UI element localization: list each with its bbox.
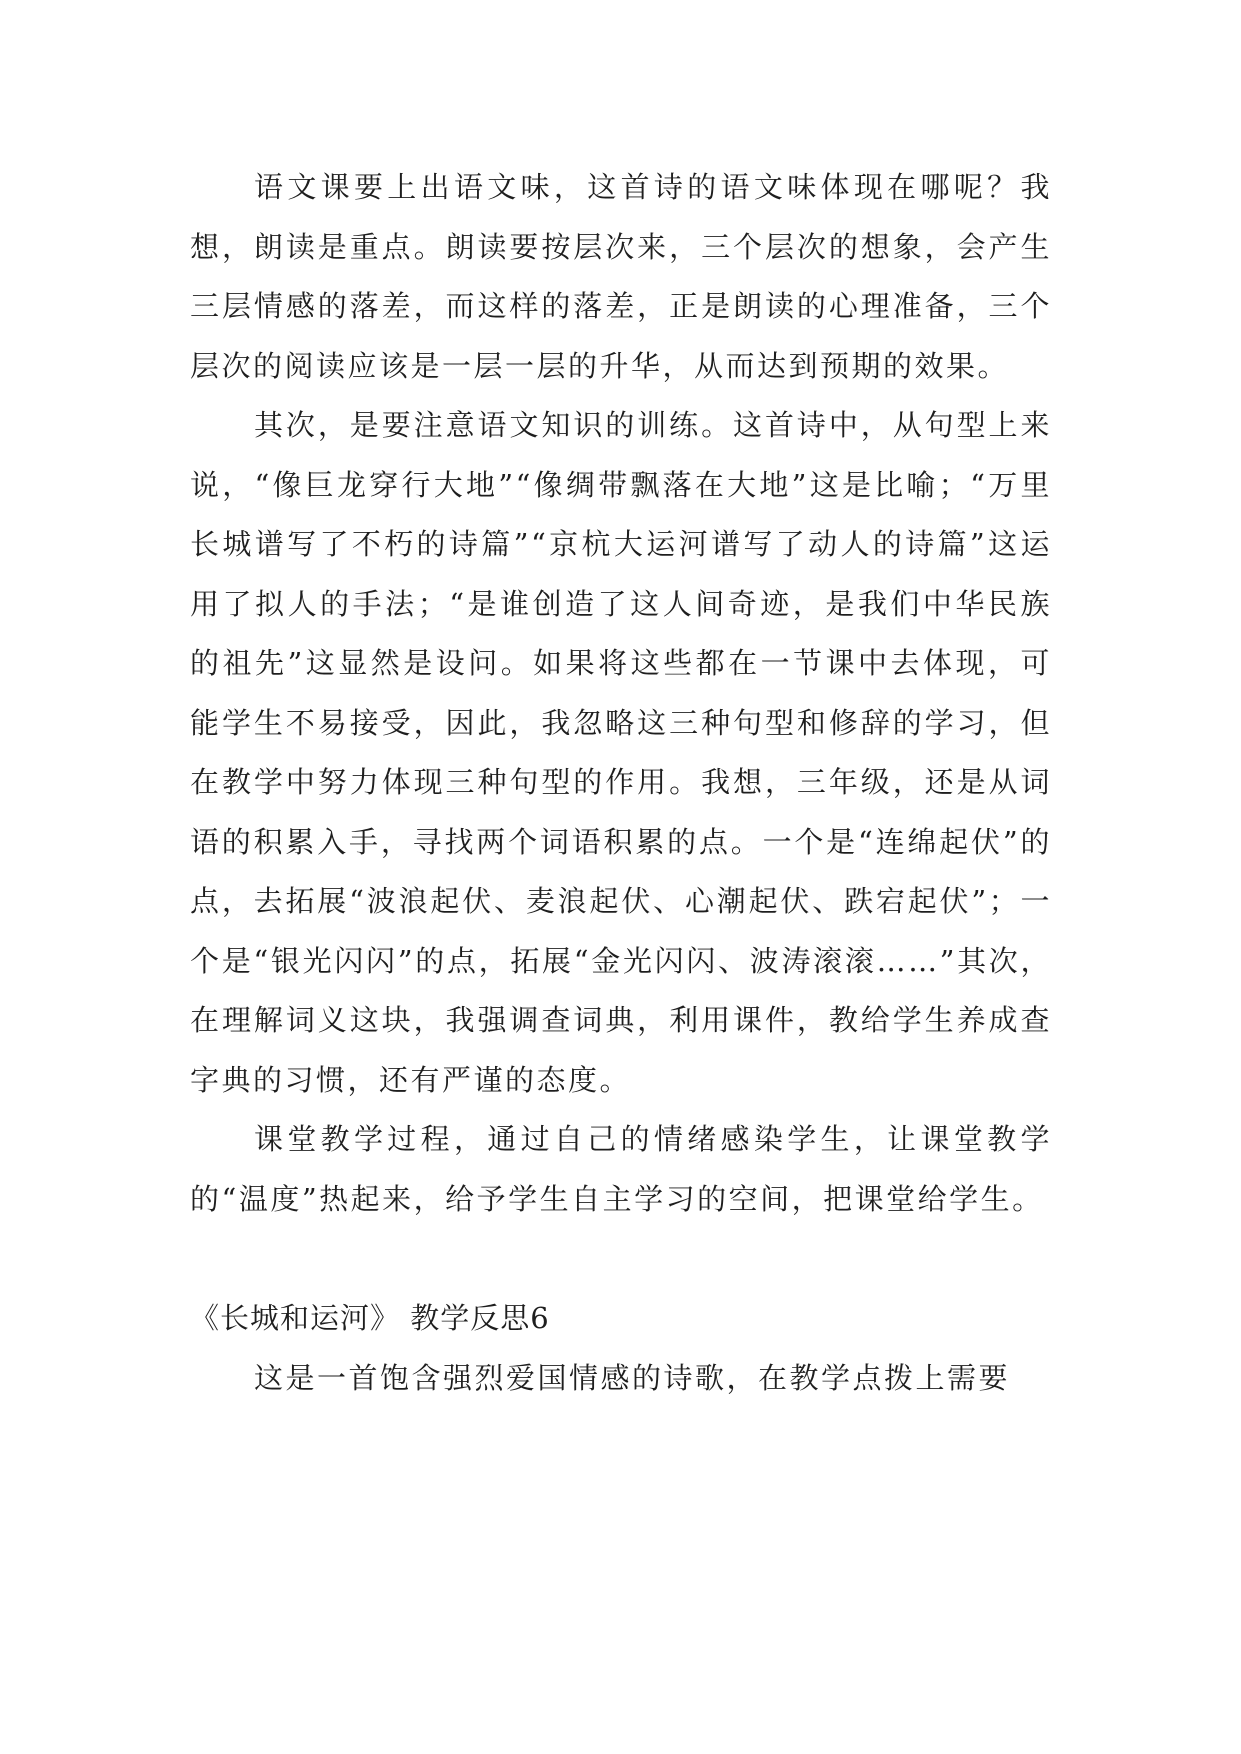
paragraph-4: 这是一首饱含强烈爱国情感的诗歌，在教学点拨上需要 <box>254 1360 1011 1395</box>
document-body <box>190 158 1052 1408</box>
paragraph-2: 其次，是要注意语文知识的训练。这首诗中，从句型上来说，“像巨龙穿行大地”“像绸带飘落在大地”这是比喻；“万里长城谱写了不朽的诗篇”“京杭大运河谱写了动人的诗篇”这运用了拟人的手法；“是谁创造了这人间奇迹，是我们中华民族的祖先”这显然是设问。如果将这些都在一节课中去体现，可能学生不易接受，因此，我忽略这三种句型和修辞的学习，但在教学中努力体现三种句型的作用。我想，三年级，还是从词语的积累入手，寻找两个词语积累的点。一个是“连绵起伏”的点，去拓展“波浪起伏、麦浪起伏、心潮起伏、跌宕起伏”；一个是“银光闪闪”的点，拓展“金光闪闪、波涛滚滚……”其次，在理解词义这块，我强调查词典，利用课件，教给学生养成查字典的习惯，还有严谨的态度。 <box>190 408 1052 1097</box>
paragraph-1: 语文课要上出语文味，这首诗的语文味体现在哪呢？我想，朗读是重点。朗读要按层次来，三个层次的想象，会产生三层情感的落差，而这样的落差，正是朗读的心理准备，三个层次的阅读应该是一层一层的升华，从而达到预期的效果。 <box>190 170 1052 383</box>
paragraph-3: 课堂教学过程，通过自己的情绪感染学生，让课堂教学的“温度”热起来，给予学生自主学习的空间，把课堂给学生。 <box>190 1122 1052 1216</box>
section-heading: 《长城和运河》 教学反思6 <box>190 1301 550 1335</box>
